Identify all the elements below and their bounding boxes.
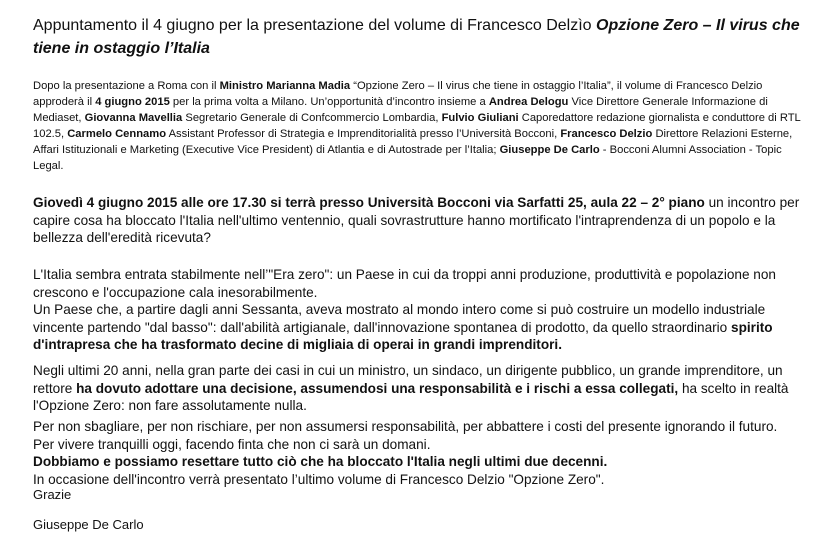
intro-bold: Andrea Delogu: [488, 96, 569, 109]
paragraph-line: L'Italia sembra entrata stabilmente nell’"Era zero": un Paese in cui da troppi anni produzione, produttività e popolazione non crescono e l'occupazione cala inesorabilmente.: [33, 267, 776, 300]
intro-bold: 4 giugno 2015: [95, 96, 170, 109]
event-question: un incontro per capire cosa ha bloccato l'Italia nell'ultimo ventennio, quali sovrastrutture hanno mortificato l'intraprendenza di un popolo e la bellezza dell'eredità ricevuta?: [33, 195, 800, 246]
signature: Giuseppe De Carlo: [33, 517, 144, 532]
intro-text: Assistant Professor di Strategia e Imprenditorialità presso l’Università Bocconi,: [166, 128, 561, 141]
paragraph-line-bold: Dobbiamo e possiamo resettare tutto ciò che ha bloccato l'Italia negli ultimi due decenni.: [33, 454, 608, 470]
intro-bold: Giuseppe De Carlo: [499, 144, 600, 157]
paragraph-line: [33, 301, 803, 354]
paragraph-bold: ha dovuto adottare una decisione, assumendosi una responsabilità e i rischi a essa collegati,: [76, 380, 679, 396]
paragraph-line: Per non sbagliare, per non rischiare, per non assumersi responsabilità, per abbattere i costi del presente ignorando il futuro.: [33, 419, 778, 434]
page-title: [33, 14, 803, 60]
event-paragraph: [33, 194, 803, 247]
era-zero-paragraph: [33, 266, 803, 354]
intro-text: Dopo la presentazione a Roma con il: [33, 80, 220, 92]
intro-text: “Opzione Zero – Il virus che tiene in ostaggio l’Italia”, il volume di Francesco Delzio approderà il: [33, 80, 763, 109]
paragraph-line: In occasione dell'incontro verrà presentato l’ultimo volume di Francesco Delzio "Opzione Zero".: [33, 471, 605, 487]
paragraph-bold: spirito d'intrapresa che ha trasformato decine di migliaia di operai in grandi imprenditori.: [33, 319, 773, 353]
closing-thanks: Grazie: [33, 487, 72, 502]
paragraph-text: Un Paese che, a partire dagli anni Sessanta, aveva mostrato al mondo intero come si può costruire un modello industriale vincente partendo "dal basso": dall'abilità artigianale, dall'innovazione spontanea di prodotto, da quello straordinario: [33, 302, 766, 335]
intro-text: Vice Direttore Generale Informazione di Mediaset,: [33, 96, 768, 125]
last-20-years-paragraph: [33, 362, 803, 415]
intro-bold: Fulvio Giuliani: [441, 112, 519, 125]
intro-text: Segretario Generale di Confcommercio Lombardia,: [182, 112, 442, 125]
intro-text: Caporedattore redazione giornalista e conduttore di RTL 102.5,: [33, 112, 801, 141]
intro-bold: Carmelo Cennamo: [67, 128, 167, 141]
paragraph-text: Negli ultimi 20 anni, nella gran parte dei casi in cui un ministro, un sindaco, un dirigente pubblico, un grande imprenditore, un rettore: [33, 363, 783, 396]
intro-text: per la prima volta a Milano. Un’opportunità d’incontro insieme a: [169, 96, 489, 109]
intro-bold: Ministro Marianna Madia: [219, 80, 351, 92]
title-book-name: Opzione Zero – Il virus che tiene in ostaggio l’Italia: [33, 17, 800, 57]
intro-bold: Giovanna Mavellia: [84, 112, 183, 125]
paragraph-line: Per vivere tranquilli oggi, facendo finta che non ci sarà un domani.: [33, 436, 431, 452]
paragraph-text: ha scelto in realtà l'Opzione Zero: non fare assolutamente nulla.: [33, 380, 789, 414]
closing-paragraph: [33, 418, 803, 488]
intro-text: Direttore Relazioni Esterne, Affari Istituzionali e Marketing (Executive Vice President) di Atlantia e di Autostrade per l’Italia;: [33, 128, 793, 157]
title-text: Appuntamento il 4 giugno per la presentazione del volume di Francesco Delzìo: [33, 17, 596, 34]
intro-bold: Francesco Delzio: [560, 128, 653, 141]
event-details: Giovedì 4 giugno 2015 alle ore 17.30 si terrà presso Università Bocconi via Sarfatti 25, aula 22 – 2° piano: [33, 195, 705, 210]
intro-text: - Bocconi Alumni Association - Topic Legal.: [33, 144, 782, 173]
intro-paragraph: [33, 78, 803, 175]
